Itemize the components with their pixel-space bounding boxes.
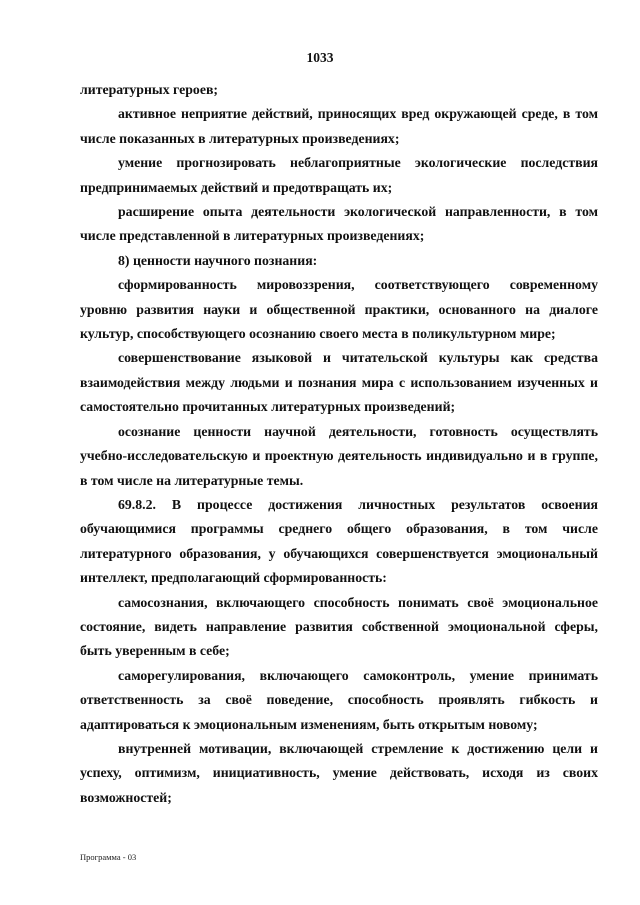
paragraph-4: расширение опыта деятельности экологической направленности, в том числе представленной в литературных произведениях; <box>80 204 598 244</box>
paragraph-7: совершенствование языковой и читательской культуры как средства взаимодействия между людьми и познания мира с использованием изученных и самостоятельно прочитанных литературных произведений; <box>80 350 598 415</box>
paragraph-2: активное неприятие действий, приносящих вред окружающей среде, в том числе показанных в литературных произведениях; <box>80 106 598 146</box>
footer-label: Программа - 03 <box>80 852 137 862</box>
paragraph-6: сформированность мировоззрения, соответствующего современному уровню развития науки и общественной практики, основанного на диалоге культур, способствующего осознанию своего места в поликультурном мире; <box>80 277 598 342</box>
document-body <box>80 78 598 810</box>
paragraph-1: литературных героев; <box>80 82 218 97</box>
paragraph-3: умение прогнозировать неблагоприятные экологические последствия предпринимаемых действий и предотвращать их; <box>80 155 598 195</box>
page-number: 1033 <box>306 50 334 65</box>
paragraph-10: самосознания, включающего способность понимать своё эмоциональное состояние, видеть направление развития собственной эмоциональной сферы, быть уверенным в себе; <box>80 594 598 659</box>
paragraph-9: 69.8.2. В процессе достижения личностных результатов освоения обучающимися программы среднего общего образования, в том числе литературного образования, у обучающихся совершенствуется эмоциональный интеллект, предполагающий сформированность: <box>80 496 598 586</box>
paragraph-8: осознание ценности научной деятельности, готовность осуществлять учебно-исследовательскую и проектную деятельность индивидуально и в группе, в том числе на литературные темы. <box>80 423 598 488</box>
paragraph-11: саморегулирования, включающего самоконтроль, умение принимать ответственность за своё поведение, способность проявлять гибкость и адаптироваться к эмоциональным изменениям, быть открытым новому; <box>80 667 598 732</box>
paragraph-12: внутренней мотивации, включающей стремление к достижению цели и успеху, оптимизм, инициативность, умение действовать, исходя из своих возможностей; <box>80 740 598 805</box>
paragraph-5: 8) ценности научного познания: <box>118 252 318 268</box>
